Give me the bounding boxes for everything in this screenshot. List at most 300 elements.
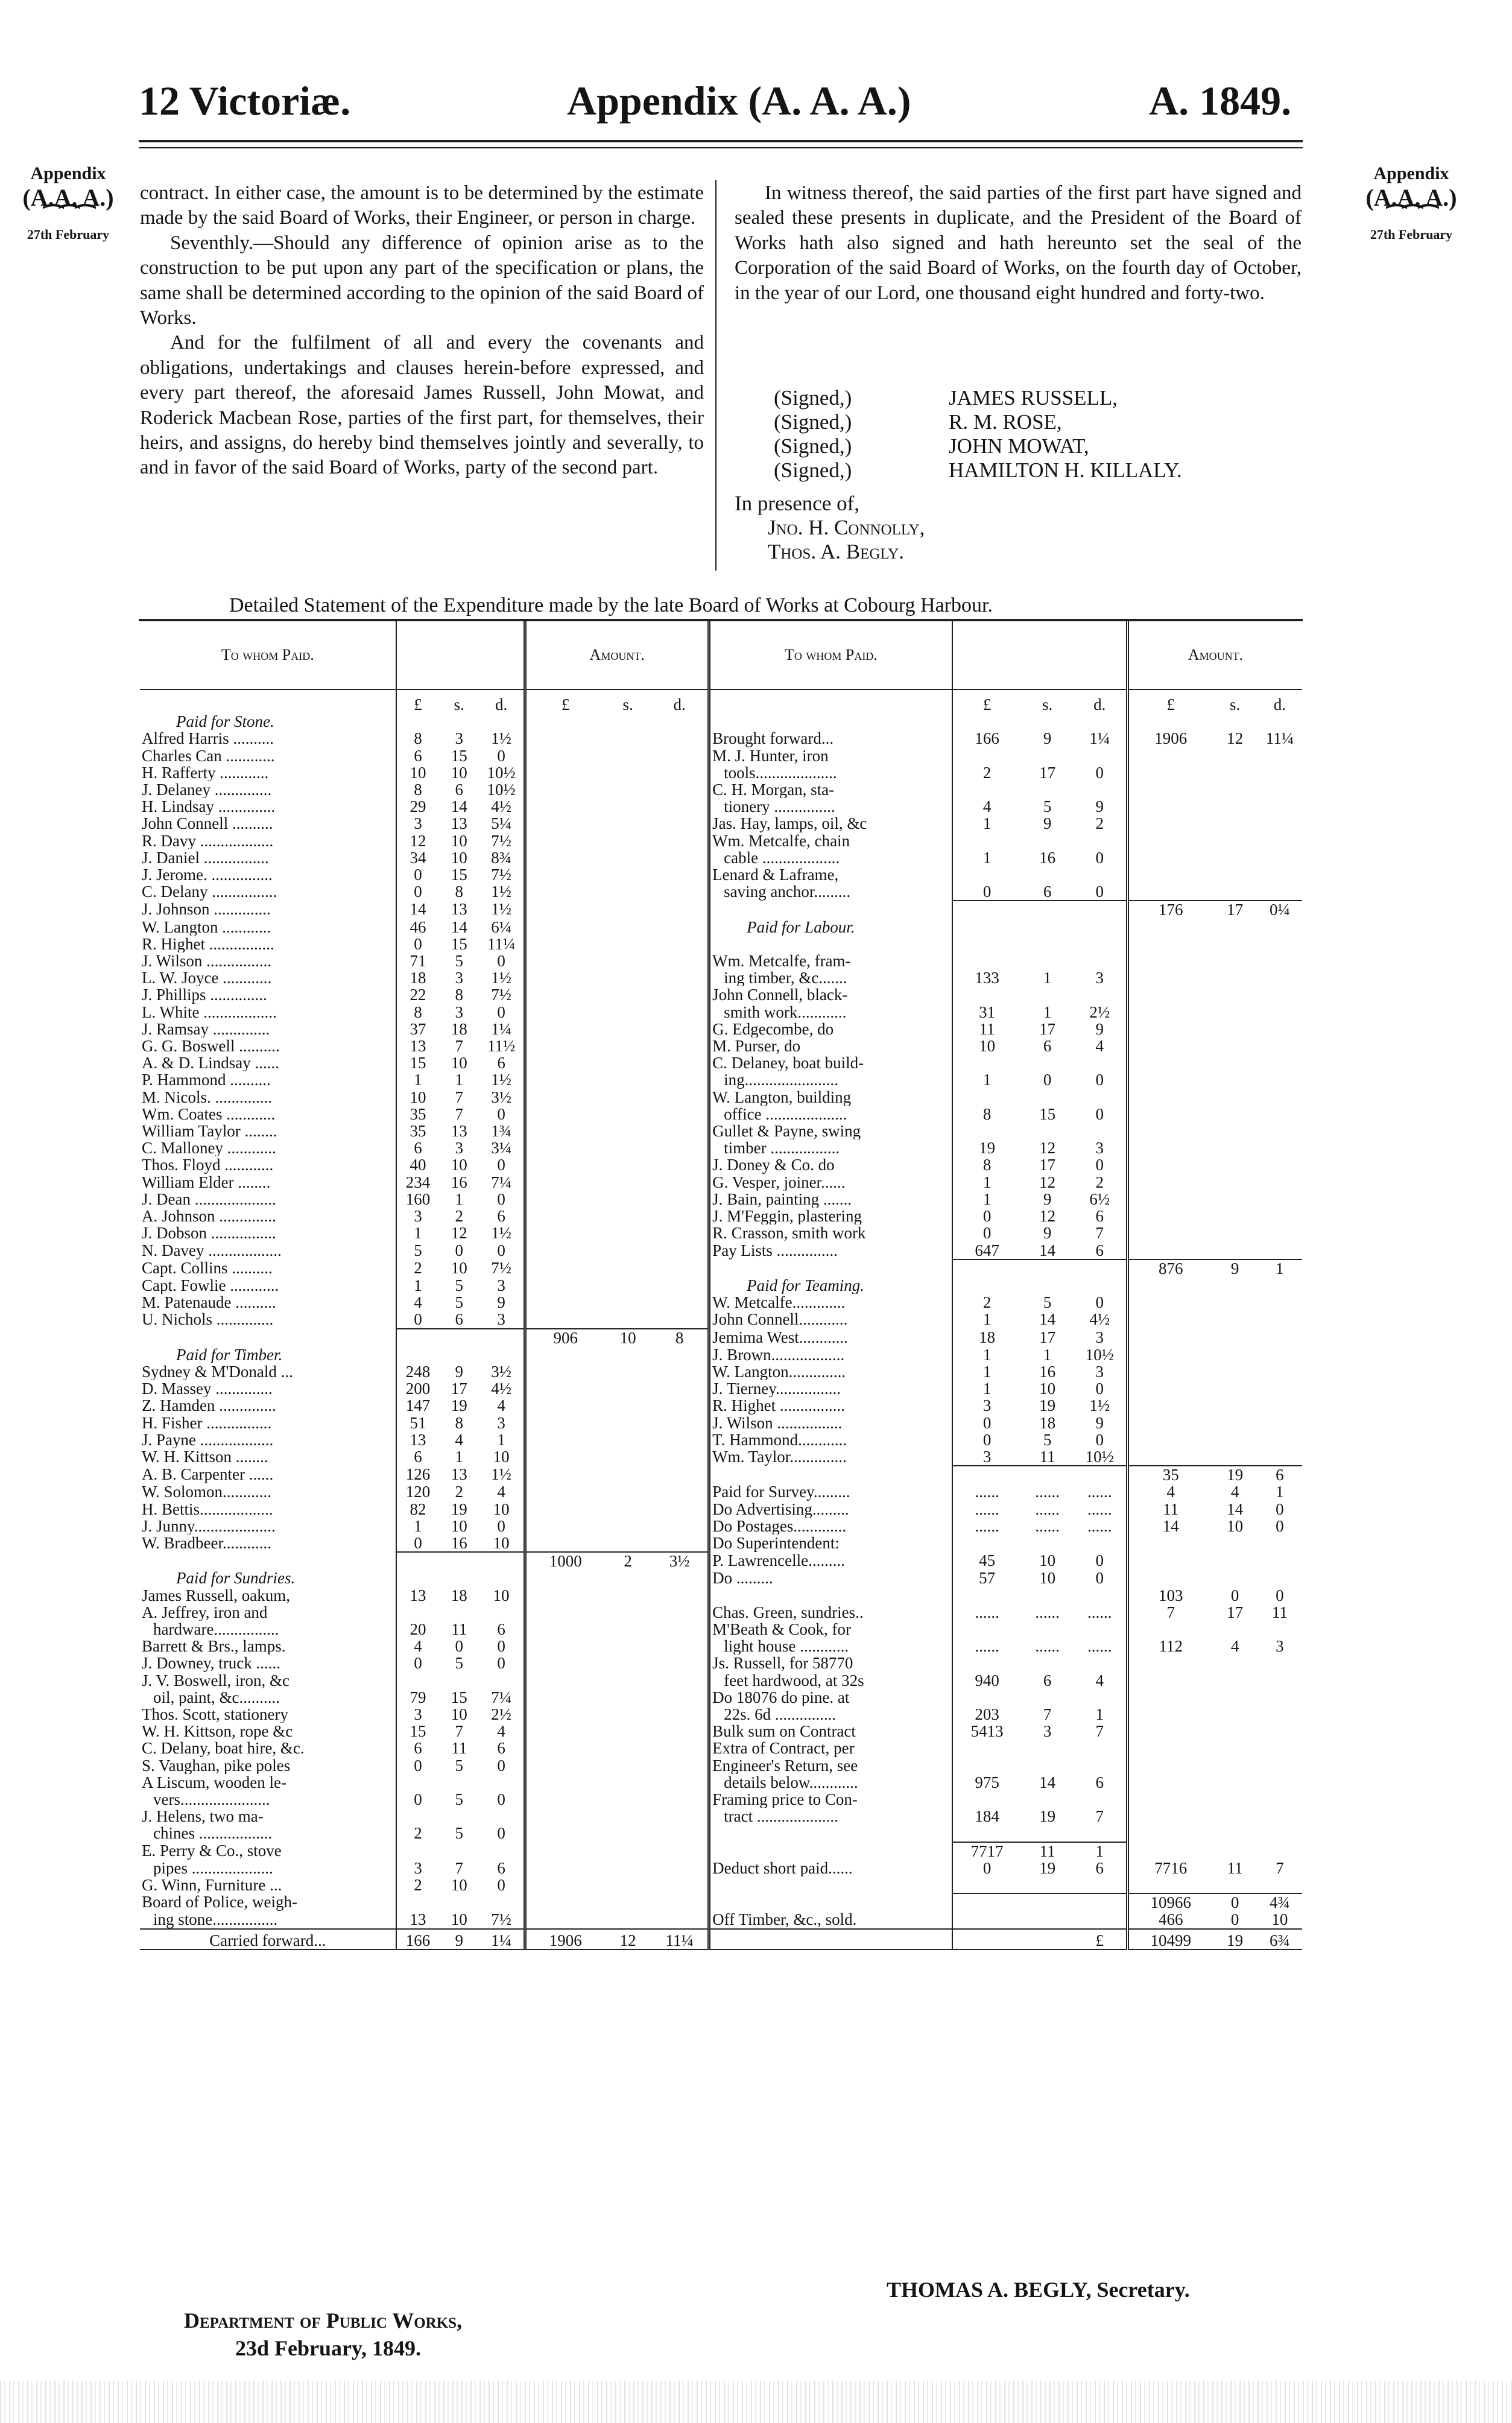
amount-cell-left: 22 (396, 986, 440, 1003)
amount-cell-right: 1 (952, 1071, 1022, 1088)
amount-cell-right (1213, 849, 1257, 866)
amount-cell-left (525, 849, 605, 866)
amount-cell-right: 9 (1043, 815, 1052, 832)
payee-right: M. Purser, do (709, 1037, 952, 1054)
amount-cell-left: 10 (396, 764, 440, 781)
amount-cell-right (1257, 1191, 1302, 1208)
amount-cell-left (651, 1380, 709, 1397)
payee-left: J. Downey, truck ...... (142, 1655, 280, 1672)
signature-row (774, 386, 1182, 410)
amount-cell-left (604, 1139, 651, 1156)
payee-right: details below............ (709, 1774, 952, 1791)
amount-cell-right: 3 (1095, 1139, 1104, 1157)
amount-cell-left (604, 1501, 651, 1518)
signature-row (774, 434, 1182, 458)
payee-left: J. Payne .................. (142, 1431, 274, 1448)
amount-cell-right (1257, 1757, 1302, 1774)
amount-cell-left (525, 1825, 605, 1842)
amount-cell-right (1213, 1106, 1257, 1123)
amount-cell-right: 7 (1095, 1808, 1104, 1825)
amount-cell-right: 12 (1227, 730, 1244, 747)
amount-cell-left (604, 901, 651, 918)
amount-cell-right: 3 (1043, 1723, 1052, 1740)
amount-cell-right (1074, 1757, 1128, 1774)
amount-cell-left: 4 (396, 1294, 440, 1311)
amount-cell-right: 18 (952, 1329, 1022, 1346)
table-row (140, 1757, 1302, 1774)
table-row (140, 832, 1302, 849)
amount-cell-right: 45 (952, 1552, 1022, 1569)
amount-cell-right (1213, 1346, 1257, 1363)
amount-cell-right (1213, 1123, 1257, 1139)
amount-cell-right (1127, 1071, 1212, 1088)
amount-cell-left: 3½ (651, 1552, 709, 1569)
amount-cell-right (1074, 1893, 1128, 1911)
table-row (140, 1893, 1302, 1911)
margin-date: 27th February (1370, 227, 1453, 242)
payee-right: Js. Russell, for 58770 (709, 1655, 952, 1671)
table-row (140, 1672, 1302, 1689)
amount-cell-right: 4¾ (1257, 1893, 1302, 1911)
amount-cell-left (651, 747, 709, 764)
amount-cell-right (952, 1655, 1022, 1671)
amount-cell-left: 10 (604, 1329, 651, 1346)
amount-cell-right (1257, 1672, 1302, 1689)
amount-cell-left: 34 (396, 849, 440, 866)
amount-cell-right: 0 (952, 883, 1022, 901)
amount-cell-right: 10 (1227, 1517, 1244, 1535)
payee-left: H. Bettis.................. (142, 1500, 273, 1518)
payee-left: G. G. Boswell .......... (142, 1037, 280, 1055)
table-row (140, 1054, 1302, 1071)
amount-cell-left: 1 (396, 1277, 440, 1294)
amount-cell-right (1022, 1791, 1074, 1808)
currency-header-row (140, 689, 1302, 696)
amount-cell-right: 0 (1095, 883, 1104, 901)
amount-cell-right: 9 (1095, 798, 1104, 816)
amount-cell-right: 3 (952, 1397, 1022, 1414)
amount-cell-left (651, 1483, 709, 1500)
contract-text-column (140, 181, 704, 481)
amount-cell-right: 19 (1039, 1397, 1056, 1414)
payee-left: pipes .................... (153, 1859, 273, 1877)
amount-cell-left (439, 1552, 479, 1569)
amount-cell-left: 2 (396, 1825, 440, 1842)
amount-cell-left: 1½ (491, 901, 512, 919)
amount-cell-left (525, 713, 605, 730)
amount-cell-right (1127, 986, 1212, 1003)
amount-cell-left: 7 (455, 1859, 463, 1877)
amount-cell-left (525, 1311, 605, 1328)
amount-cell-left: 8 (455, 1414, 463, 1431)
amount-cell-right: 12 (1039, 1139, 1056, 1157)
amount-cell-left (525, 1535, 605, 1552)
amount-cell-left: 13 (396, 1587, 440, 1604)
amount-cell-left (604, 1021, 651, 1037)
amount-cell-right (1022, 1259, 1074, 1277)
amount-cell-right: 6 (1043, 883, 1052, 901)
amount-cell-left (651, 901, 709, 918)
amount-cell-left (479, 1569, 525, 1586)
amount-cell-right (1127, 883, 1212, 901)
amount-cell-left (651, 1037, 709, 1054)
amount-cell-left: 7½ (491, 986, 512, 1004)
payee-right: C. Delaney, boat build- (709, 1054, 952, 1071)
payee-left: G. Winn, Furniture ... (142, 1877, 282, 1894)
amount-cell-right (1127, 713, 1212, 730)
amount-cell-right: 4 (952, 798, 1022, 815)
amount-cell-left: 147 (396, 1397, 440, 1414)
amount-cell-left (604, 1569, 651, 1586)
amount-cell-right (1213, 969, 1257, 986)
payee-left: vers...................... (153, 1791, 270, 1808)
amount-cell-right (1074, 1123, 1128, 1139)
amount-cell-left (651, 1346, 709, 1363)
amount-cell-right (1213, 1414, 1257, 1431)
amount-cell-left: 0 (497, 952, 505, 970)
amount-cell-right (952, 1259, 1022, 1277)
table-row (140, 1655, 1302, 1671)
amount-cell-left: 0 (396, 1311, 440, 1328)
amount-cell-right (1074, 1466, 1128, 1483)
amount-cell-right: ...... (952, 1638, 1022, 1655)
amount-cell-right (1257, 1723, 1302, 1740)
amount-cell-right (1127, 1242, 1212, 1259)
amount-cell-right (1213, 1431, 1257, 1448)
payee-right: Lenard & Laframe, (709, 866, 952, 883)
amount-cell-right (1213, 1723, 1257, 1740)
table-row (140, 1363, 1302, 1380)
payee-right: Pay Lists ............... (709, 1242, 952, 1259)
amount-cell-right (952, 986, 1022, 1003)
amount-cell-right (1257, 919, 1302, 936)
amount-cell-right (1074, 1277, 1128, 1294)
payee-right: Deduct short paid...... (709, 1860, 952, 1877)
amount-cell-right (1213, 1294, 1257, 1311)
amount-cell-left (651, 832, 709, 849)
payee-right: tract .................... (709, 1808, 952, 1825)
total-amount: £ (1074, 1929, 1128, 1949)
amount-cell-right (1257, 1311, 1302, 1328)
payee-left: C. Malloney ............ (142, 1139, 276, 1157)
amount-cell-left (651, 781, 709, 798)
amount-cell-left (479, 1346, 525, 1363)
amount-cell-left (525, 1380, 605, 1397)
amount-cell-left: 6 (497, 1620, 505, 1638)
amount-cell-left: 0 (396, 883, 440, 901)
payee-left: Capt. Collins .......... (142, 1259, 273, 1277)
amount-cell-right (1213, 1363, 1257, 1380)
payee-right: Chas. Green, sundries.. (709, 1604, 952, 1621)
amount-cell-right (1213, 1569, 1257, 1586)
amount-cell-right (1213, 1311, 1257, 1328)
amount-cell-left (651, 1431, 709, 1448)
amount-cell-right (1257, 1655, 1302, 1671)
payee-right: G. Edgecombe, do (709, 1021, 952, 1037)
amount-cell-right: 4 (1095, 1671, 1104, 1689)
amount-cell-left: 0 (497, 1156, 505, 1174)
payee-left: J. Dean .................... (142, 1190, 276, 1208)
amount-cell-left (479, 713, 525, 730)
amount-cell-left (525, 1191, 605, 1208)
payee-left: oil, paint, &c.......... (153, 1688, 280, 1706)
amount-cell-left: 2 (604, 1552, 651, 1569)
amount-cell-left: 18 (396, 969, 440, 986)
amount-cell-right: 203 (952, 1706, 1022, 1723)
amount-cell-right (1213, 1552, 1257, 1569)
amount-cell-right (1127, 1174, 1212, 1191)
payee-left: J. Phillips .............. (142, 986, 267, 1004)
payee-left: William Taylor ........ (142, 1123, 277, 1140)
amount-cell-right: 9 (1213, 1259, 1257, 1277)
amount-cell-right: 35 (1127, 1466, 1212, 1483)
payee-right: Off Timber, &c., sold. (709, 1911, 952, 1928)
amount-cell-right (1257, 1156, 1302, 1173)
amount-cell-right: 0 (952, 1208, 1022, 1224)
amount-cell-right (1074, 1911, 1128, 1928)
amount-cell-left (525, 1139, 605, 1156)
amount-cell-left: 3 (455, 1139, 463, 1157)
amount-cell-left (604, 1004, 651, 1021)
amount-cell-left: 0 (497, 1877, 505, 1894)
amount-cell-right: 16 (1039, 1363, 1056, 1381)
signature-block (774, 386, 1182, 483)
amount-cell-left: 2½ (491, 1705, 512, 1723)
amount-cell-left (651, 1294, 709, 1311)
amount-cell-right: 6 (1095, 1241, 1104, 1259)
amount-cell-left (604, 1156, 651, 1173)
amount-cell-left (604, 969, 651, 986)
amount-cell-left: 4½ (491, 1380, 512, 1398)
amount-cell-left (525, 1106, 605, 1123)
amount-cell-right: 10½ (1085, 1448, 1114, 1466)
amount-cell-left: 6 (455, 1311, 463, 1329)
amount-cell-right (1022, 1655, 1074, 1671)
amount-cell-left (651, 1774, 709, 1791)
amount-cell-left (439, 1672, 479, 1689)
amount-cell-left (396, 1808, 440, 1825)
amount-cell-left (604, 1604, 651, 1621)
department-name: Department of Public Works, (184, 2308, 463, 2333)
amount-cell-right (1022, 747, 1074, 764)
amount-cell-right (952, 713, 1022, 730)
payee-right: saving anchor......... (709, 883, 952, 901)
amount-cell-left: 0 (497, 1825, 505, 1842)
amount-cell-right: ...... (1087, 1500, 1112, 1518)
amount-cell-right (1127, 1808, 1212, 1825)
payee-left: Thos. Floyd ............ (142, 1156, 274, 1174)
payee-right: J. Bain, painting ....... (709, 1191, 952, 1208)
amount-cell-right (952, 1587, 1022, 1604)
amount-cell-left (651, 730, 709, 747)
payee-right (709, 713, 952, 730)
amount-cell-right (1257, 1208, 1302, 1224)
amount-cell-right: 17 (1227, 1603, 1244, 1621)
amount-cell-right: 0 (952, 1414, 1022, 1431)
amount-cell-right (1022, 1621, 1074, 1638)
amount-cell-right: 4 (1230, 1483, 1239, 1501)
table-row (140, 1139, 1302, 1156)
amount-cell-left (525, 832, 605, 849)
amount-cell-right (1127, 1621, 1212, 1638)
amount-cell-left: 3 (497, 1414, 505, 1431)
amount-cell-right (1213, 986, 1257, 1003)
amount-cell-left: 13 (451, 1466, 467, 1484)
amount-cell-right (1213, 1139, 1257, 1156)
table-row (140, 1004, 1302, 1021)
amount-cell-left (479, 1329, 525, 1346)
amount-cell-left (525, 883, 605, 901)
amount-cell-right (1127, 1224, 1212, 1241)
amount-cell-left (525, 1431, 605, 1448)
payee-right: W. Langton, building (709, 1089, 952, 1106)
amount-cell-right (1213, 1448, 1257, 1466)
amount-cell-right: 11 (1227, 1859, 1243, 1877)
total-amount (952, 1929, 1022, 1949)
table-row (140, 1483, 1302, 1500)
amount-cell-right (1213, 781, 1257, 798)
amount-cell-left (604, 1740, 651, 1756)
amount-cell-right: 6 (1043, 1671, 1052, 1689)
amount-cell-left (604, 798, 651, 815)
amount-cell-right (1022, 1893, 1074, 1911)
amount-cell-left (651, 1535, 709, 1552)
currency-unit-label: £ (396, 696, 440, 713)
amount-cell-left: 6 (396, 1139, 440, 1156)
currency-unit-label: s. (1042, 696, 1053, 714)
payee-right: Paid for Teaming. (709, 1277, 952, 1294)
amount-cell-right: 0 (1276, 1517, 1284, 1535)
amount-cell-right: 3 (952, 1448, 1022, 1466)
amount-cell-right: 14 (1039, 1241, 1056, 1259)
table-row (140, 1277, 1302, 1294)
amount-cell-left (651, 1139, 709, 1156)
table-row (140, 1860, 1302, 1877)
amount-cell-right: ...... (1087, 1638, 1112, 1655)
amount-cell-right: 1 (1043, 1003, 1052, 1021)
amount-cell-left: 19 (451, 1500, 467, 1518)
amount-cell-right (1213, 1672, 1257, 1689)
table-row (140, 1174, 1302, 1191)
amount-cell-left: 5 (455, 1825, 463, 1842)
amount-cell-left (604, 1037, 651, 1054)
amount-cell-right (1074, 1825, 1128, 1842)
amount-cell-right (1213, 1808, 1257, 1825)
amount-cell-left (439, 713, 479, 730)
amount-cell-right (1213, 764, 1257, 781)
amount-cell-right (1213, 1774, 1257, 1791)
payee-left: Charles Can ............ (142, 747, 275, 764)
amount-cell-left: 5 (455, 1791, 463, 1808)
amount-cell-right: 0 (952, 1860, 1022, 1877)
payee-left: U. Nichols .............. (142, 1311, 274, 1329)
payee-left: chines .................. (153, 1825, 273, 1842)
margin-code: (A.A. A.) (1365, 184, 1457, 211)
amount-cell-left (604, 1808, 651, 1825)
amount-cell-right (952, 1757, 1022, 1774)
amount-cell-right (1127, 1672, 1212, 1689)
amount-cell-right: 647 (952, 1242, 1022, 1259)
amount-cell-left: 40 (396, 1156, 440, 1173)
amount-cell-left (525, 1689, 605, 1706)
amount-cell-right: 19 (1039, 1808, 1056, 1825)
amount-cell-right: 1 (952, 1363, 1022, 1380)
amount-cell-left: 11 (451, 1620, 467, 1638)
amount-cell-left (439, 1808, 479, 1825)
payee-left: L. W. Joyce ............ (142, 969, 272, 987)
amount-cell-right (1213, 1877, 1257, 1893)
amount-cell-right: 10½ (1085, 1346, 1114, 1363)
amount-cell-left (525, 1842, 605, 1860)
amount-cell-right (1127, 1363, 1212, 1380)
amount-cell-left: 35 (396, 1123, 440, 1139)
amount-cell-right: 0 (1095, 1431, 1104, 1448)
payee-left: Barrett & Brs., lamps. (142, 1638, 286, 1655)
amount-cell-right: 17 (1039, 1020, 1056, 1038)
amount-cell-right: ...... (952, 1604, 1022, 1621)
amount-cell-left: 0 (497, 1190, 505, 1208)
payee-right: J. Brown.................. (709, 1346, 952, 1363)
amount-cell-left (525, 1156, 605, 1173)
amount-cell-left (604, 1123, 651, 1139)
payee-left: E. Perry & Co., stove (142, 1842, 282, 1860)
amount-cell-right (1213, 1089, 1257, 1106)
payee-left: J. V. Boswell, iron, &c (142, 1671, 290, 1689)
amount-cell-left (651, 1277, 709, 1294)
amount-cell-left (651, 1501, 709, 1518)
amount-cell-left: 1000 (525, 1552, 605, 1569)
amount-cell-right (1127, 919, 1212, 936)
margin-code: (A.A. A.) (22, 184, 114, 211)
amount-cell-right (952, 1466, 1022, 1483)
amount-cell-right (1213, 1191, 1257, 1208)
amount-cell-right: 19 (1039, 1859, 1056, 1877)
amount-cell-left: 0 (396, 1791, 440, 1808)
amount-cell-left (525, 1277, 605, 1294)
table-row (140, 1089, 1302, 1106)
amount-cell-left: 2 (455, 1483, 463, 1501)
amount-cell-right (1257, 1877, 1302, 1893)
amount-cell-right (952, 952, 1022, 969)
table-row (140, 1621, 1302, 1638)
payee-left: H. Fisher ................ (142, 1414, 272, 1431)
amount-cell-left: 5 (455, 1276, 463, 1294)
amount-cell-right: 11 (1271, 1603, 1288, 1621)
amount-cell-left: 0 (396, 866, 440, 883)
amount-cell-left (525, 798, 605, 815)
amount-cell-left: 4 (455, 1431, 463, 1448)
amount-cell-right: 5413 (952, 1723, 1022, 1740)
payee-left (140, 1552, 396, 1569)
payee-right: Bulk sum on Contract (709, 1723, 952, 1740)
amount-cell-left: 7½ (491, 1911, 512, 1929)
amount-cell-left (604, 866, 651, 883)
amount-cell-left (651, 1106, 709, 1123)
payee-left: W. Langton ............ (142, 918, 271, 936)
running-head-center: Appendix (A. A. A.) (567, 78, 911, 124)
amount-cell-left (525, 1123, 605, 1139)
amount-cell-right: 176 (1127, 901, 1212, 918)
amount-cell-right (1022, 1911, 1074, 1928)
payee-left: J. Delaney .............. (142, 781, 272, 799)
amount-cell-right (952, 832, 1022, 849)
amount-cell-right: 9 (1043, 1224, 1052, 1242)
amount-cell-left (525, 1621, 605, 1638)
table-row (140, 901, 1302, 918)
amount-cell-right (1074, 1655, 1128, 1671)
payee-right: tools.................... (709, 764, 952, 781)
amount-cell-left (525, 1259, 605, 1277)
